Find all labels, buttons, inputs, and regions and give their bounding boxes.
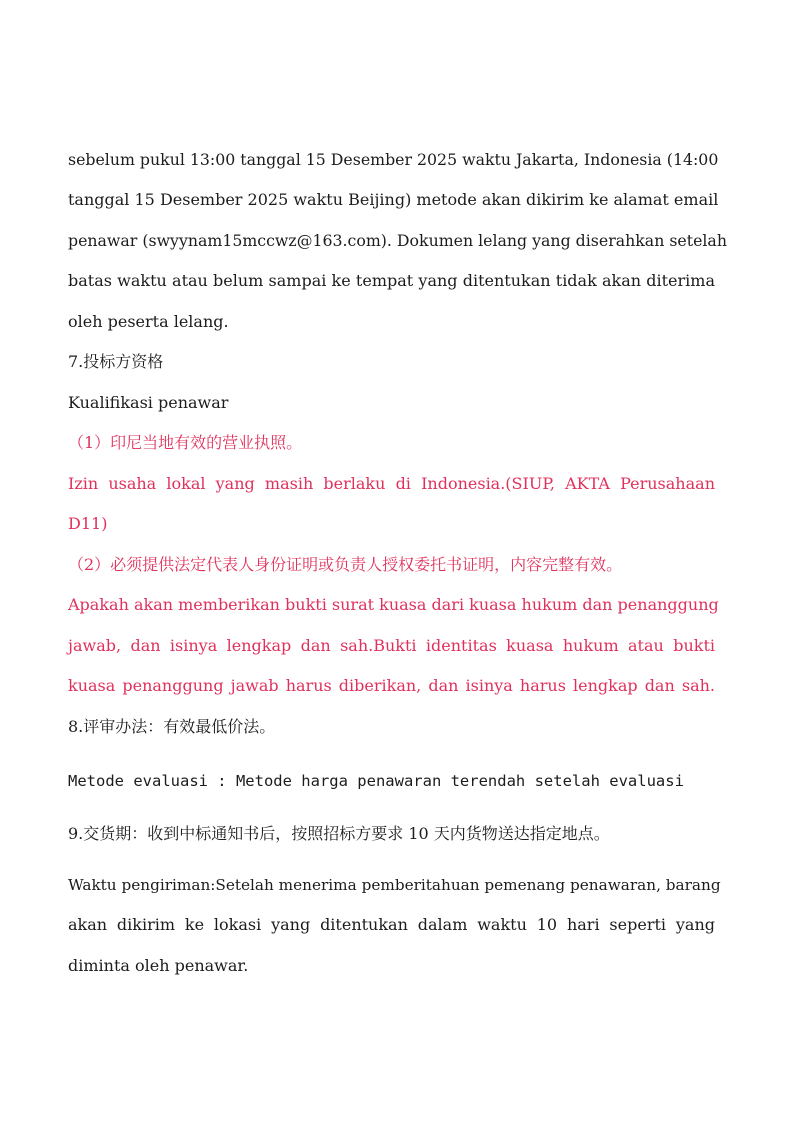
requirement-1-indonesian-line-2: D11): [68, 514, 108, 533]
paragraph-deadline-line-1: sebelum pukul 13:00 tanggal 15 Desember 2025 waktu Jakarta, Indonesia (14:00: [68, 150, 719, 169]
requirement-2-indonesian-line-3: kuasa penanggung jawab harus diberikan, dan isinya harus lengkap dan sah.: [68, 676, 715, 695]
requirement-1-chinese: （1）印尼当地有效的营业执照。: [68, 433, 303, 452]
section-7-heading: 7.投标方资格: [68, 352, 164, 371]
section-7-heading-indonesian: Kualifikasi penawar: [68, 393, 229, 412]
section-9-indonesian-line-1: Waktu pengiriman:Setelah menerima pemberitahuan pemenang penawaran, barang: [68, 876, 721, 894]
section-8-heading: 8.评审办法：有效最低价法。: [68, 717, 276, 736]
requirement-2-indonesian-line-1: Apakah akan memberikan bukti surat kuasa dari kuasa hukum dan penanggung: [68, 595, 719, 614]
requirement-2-chinese: （2）必须提供法定代表人身份证明或负责人授权委托书证明，内容完整有效。: [68, 555, 623, 574]
section-9-heading: 9.交货期：收到中标通知书后，按照招标方要求 10 天内货物送达指定地点。: [68, 824, 610, 843]
paragraph-deadline-line-2: tanggal 15 Desember 2025 waktu Beijing) metode akan dikirim ke alamat email: [68, 190, 719, 209]
paragraph-deadline-line-4: batas waktu atau belum sampai ke tempat yang ditentukan tidak akan diterima: [68, 271, 715, 290]
requirement-2-indonesian-line-2: jawab, dan isinya lengkap dan sah.Bukti identitas kuasa hukum atau bukti: [68, 636, 715, 655]
section-8-indonesian: Metode evaluasi : Metode harga penawaran terendah setelah evaluasi: [68, 772, 684, 790]
section-9-indonesian-line-2: akan dikirim ke lokasi yang ditentukan dalam waktu 10 hari seperti yang: [68, 915, 715, 934]
requirement-1-indonesian-line-1: Izin usaha lokal yang masih berlaku di Indonesia.(SIUP, AKTA Perusahaan: [68, 474, 715, 493]
paragraph-deadline-line-5: oleh peserta lelang.: [68, 312, 229, 331]
section-9-indonesian-line-3: diminta oleh penawar.: [68, 956, 249, 975]
paragraph-deadline-line-3: penawar (swyynam15mccwz@163.com). Dokumen lelang yang diserahkan setelah: [68, 231, 727, 250]
